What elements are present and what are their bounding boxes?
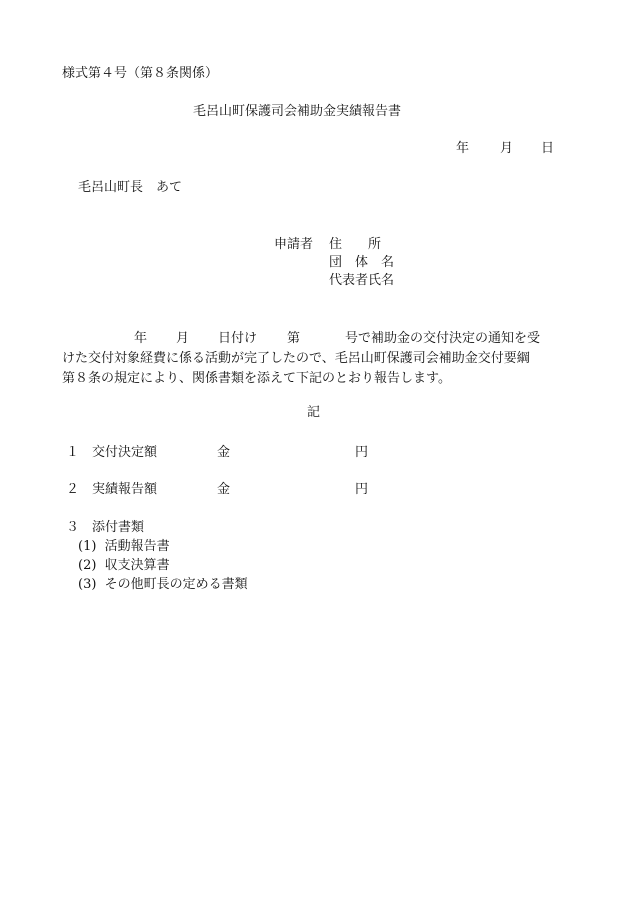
body-month: 月	[176, 331, 190, 346]
date-day: 日	[541, 141, 555, 156]
item-yen: 円	[355, 482, 369, 497]
applicant-group-label: 団 体 名	[329, 255, 395, 270]
body-year: 年	[134, 331, 148, 346]
body-line1-rest: 号で補助金の交付決定の通知を受	[345, 331, 541, 346]
body-day: 日付け	[218, 331, 258, 346]
body-line3: 第８条の規定により、関係書類を添えて下記のとおり報告します。	[62, 371, 451, 386]
addressee: 毛呂山町長 あて	[78, 180, 183, 195]
applicant-address-label: 住 所	[329, 237, 382, 252]
attachments-number: ３	[66, 520, 80, 535]
item-yen: 円	[355, 445, 369, 460]
body-number: 第	[287, 331, 301, 346]
attachment-item: (3) その他町長の定める書類	[78, 577, 248, 592]
form-number: 様式第４号（第８条関係）	[62, 66, 219, 81]
item-label: 交付決定額	[92, 445, 158, 460]
ki-heading: 記	[307, 405, 321, 420]
item-label: 実績報告額	[92, 482, 158, 497]
attachment-item: (1) 活動報告書	[78, 539, 170, 554]
document-title: 毛呂山町保護司会補助金実績報告書	[193, 104, 402, 119]
attachment-item: (2) 収支決算書	[78, 558, 170, 573]
applicant-label: 申請者	[274, 237, 314, 252]
date-month: 月	[500, 141, 514, 156]
item-kin: 金	[217, 445, 231, 460]
date-year: 年	[456, 141, 470, 156]
item-kin: 金	[217, 482, 231, 497]
item-number: ２	[66, 482, 80, 497]
applicant-representative-label: 代表者氏名	[329, 273, 395, 288]
body-line2: けた交付対象経費に係る活動が完了したので、毛呂山町保護司会補助金交付要綱	[62, 351, 530, 366]
item-number: １	[66, 445, 80, 460]
attachments-label: 添付書類	[92, 520, 145, 535]
